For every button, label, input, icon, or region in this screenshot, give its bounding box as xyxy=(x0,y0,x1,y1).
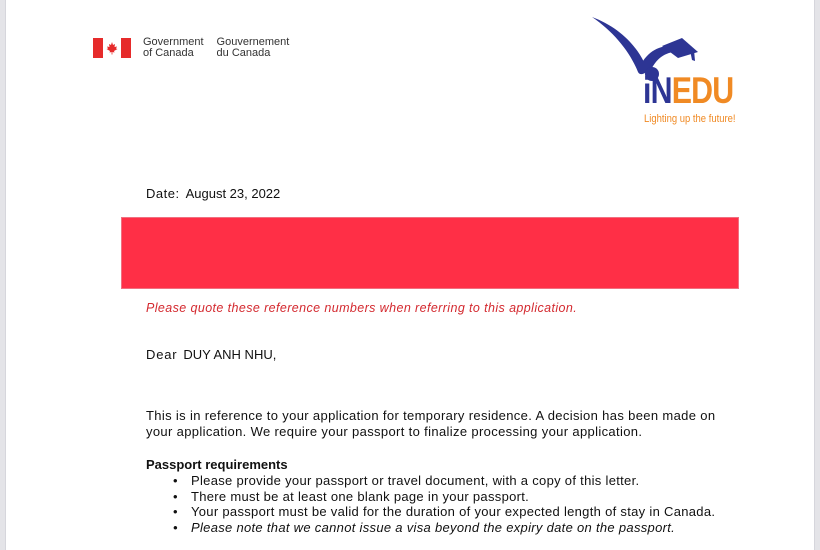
inedu-tagline: Lighting up the future! xyxy=(644,113,736,125)
redacted-reference-numbers xyxy=(121,217,739,289)
salutation-label: Dear xyxy=(146,347,178,362)
gov-fr-line2: du Canada xyxy=(216,47,271,59)
letter-date xyxy=(146,186,280,201)
gov-en-line1: Government xyxy=(143,36,204,48)
letter-page xyxy=(5,0,815,550)
gov-en-line2: of Canada xyxy=(143,47,194,59)
date-value: August 23, 2022 xyxy=(185,186,281,201)
recipient-name: DUY ANH NHU, xyxy=(183,347,277,362)
requirements-heading: Passport requirements xyxy=(146,457,288,472)
canada-flag-icon xyxy=(93,38,131,58)
inedu-wordmark: iNEDU xyxy=(643,70,734,111)
requirements-list xyxy=(173,473,715,535)
salutation xyxy=(146,347,276,362)
requirement-item: • There must be at least one blank page in your passport. xyxy=(173,489,715,505)
requirement-item: • Please note that we cannot issue a visa beyond the expiry date on the passport. xyxy=(173,520,715,536)
requirement-item: • Your passport must be valid for the duration of your expected length of stay in Canada. xyxy=(173,504,715,520)
gov-fr-line1: Gouvernement xyxy=(216,36,290,48)
government-of-canada-logo xyxy=(93,37,302,59)
inedu-logo xyxy=(586,12,756,132)
reference-notice: Please quote these reference numbers when referring to this application. xyxy=(146,301,578,315)
maple-leaf-icon xyxy=(105,41,119,55)
requirement-item: • Please provide your passport or travel document, with a copy of this letter. xyxy=(173,473,715,489)
date-label: Date: xyxy=(146,186,180,201)
letter-body: This is in reference to your application for temporary residence. A decision has been made on your application. We require your passport to finalize processing your application. xyxy=(146,408,716,439)
